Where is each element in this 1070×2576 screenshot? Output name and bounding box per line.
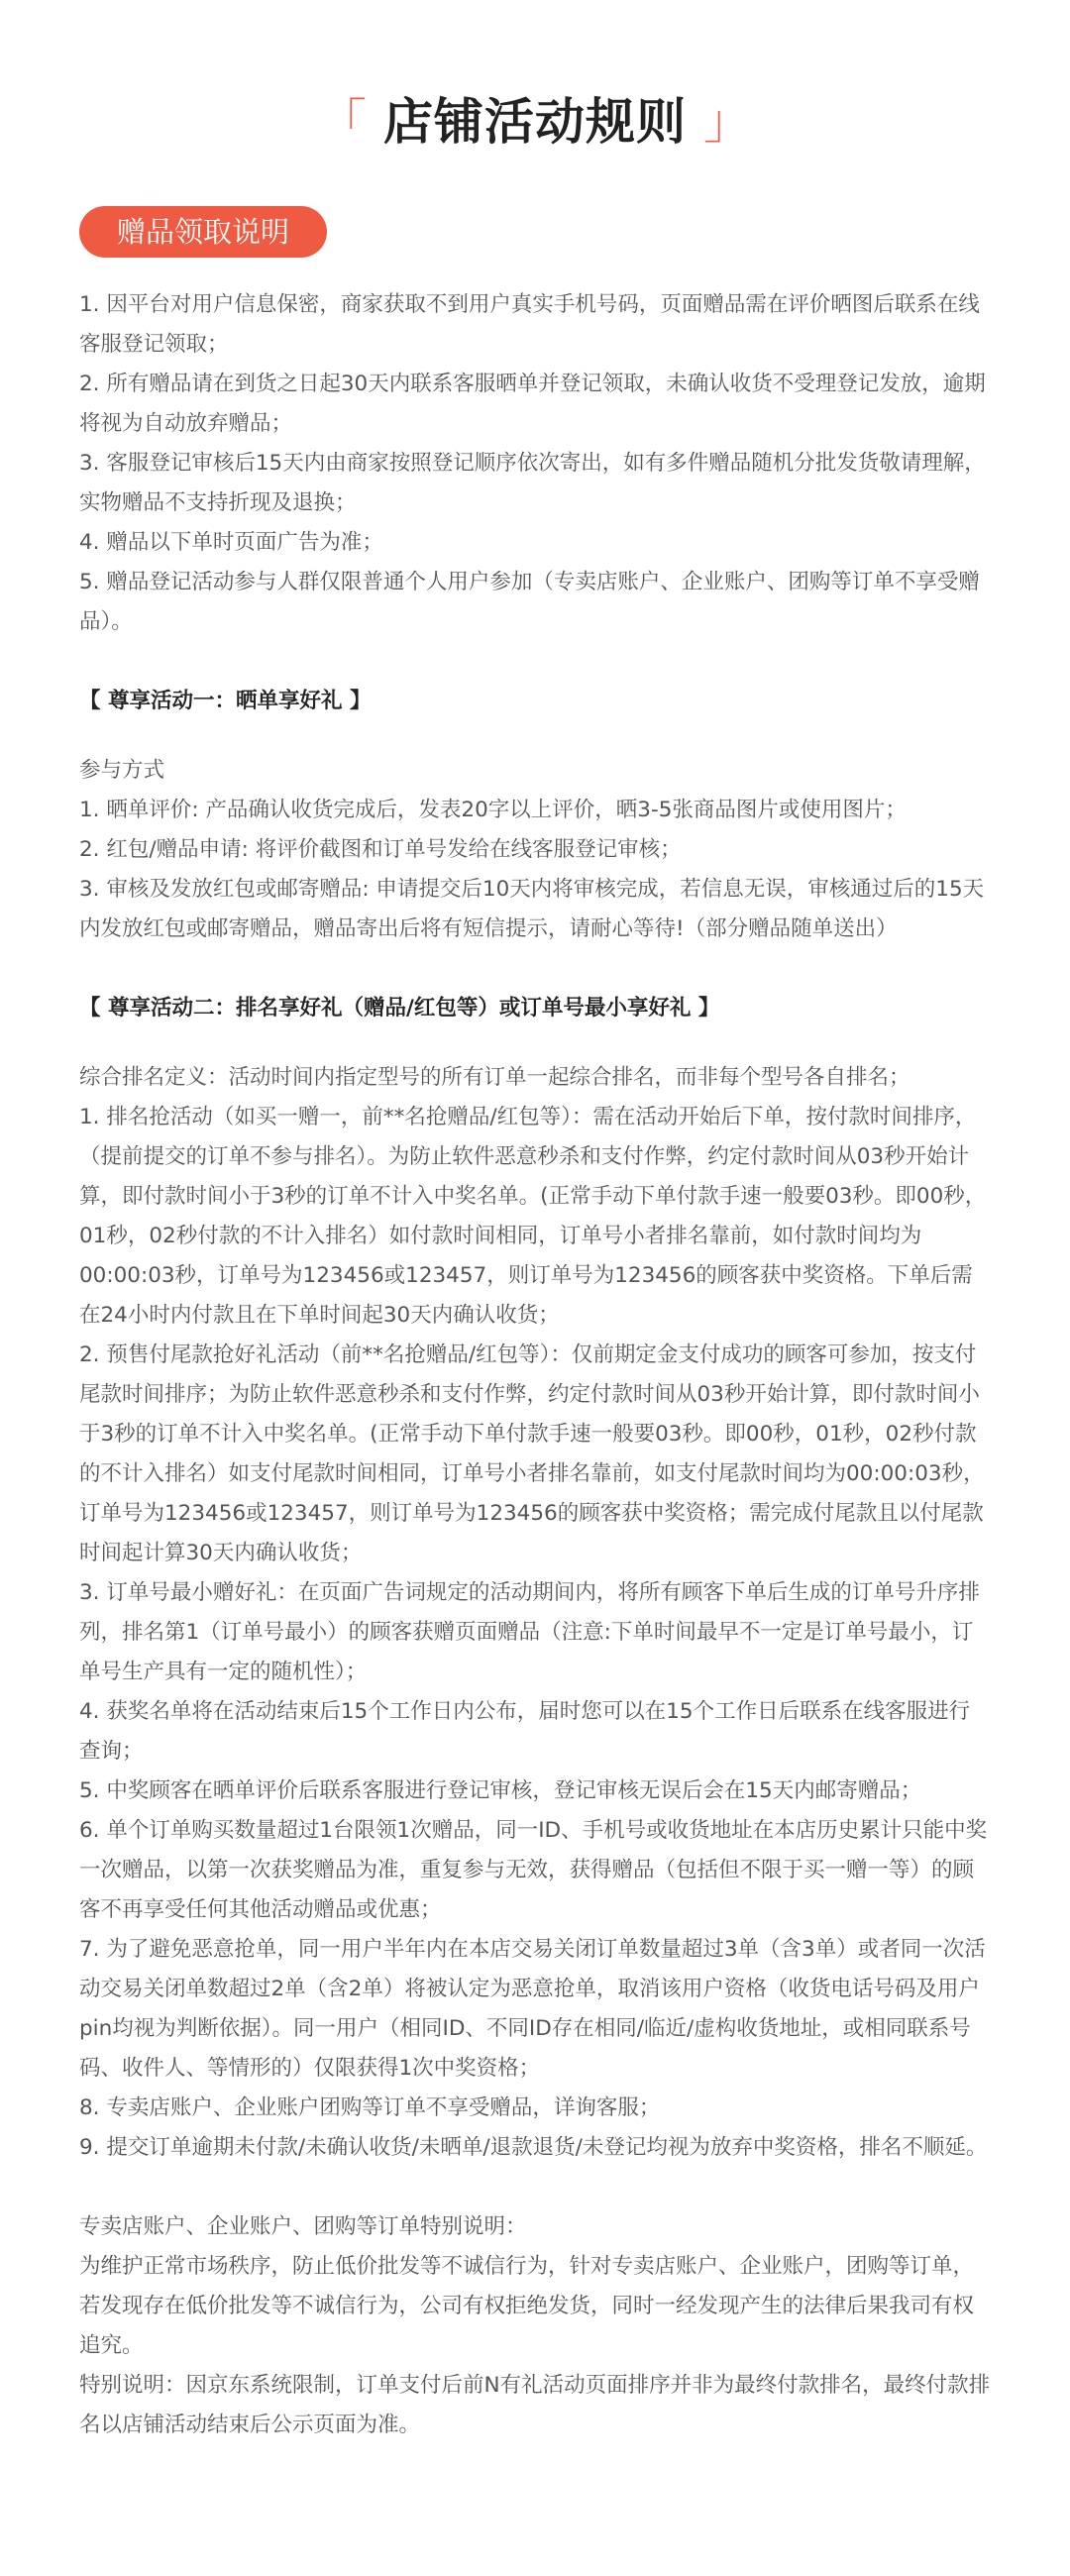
rules-content <box>79 285 991 2445</box>
activity-two-item: 2. 预售付尾款抢好礼活动（前**名抢赠品/红包等）：仅前期定金支付成功的顾客可参加，按支付尾款时间排序；为防止软件恶意秒杀和支付作弊，约定付款时间从03秒开始计算，即付款时间小于3秒的订单不计入中奖名单。(正常手动下单付款手速一般要03秒。即00秒，01秒，02秒付款的不计入排名）如支付尾款时间相同，订单号小者排名靠前，如支付尾款时间均为00:00:03秒，订单号为123456或123457，则订单号为123456的顾客获中奖资格；需完成付尾款且以付尾款时间起计算30天内确认收货； <box>79 1342 985 1565</box>
gift-rule-item: 1. 因平台对用户信息保密，商家获取不到用户真实手机号码，页面赠品需在评价晒图后联系在线客服登记领取； <box>79 292 980 357</box>
activity-two-intro: 综合排名定义：活动时间内指定型号的所有订单一起综合排名，而非每个型号各自排名； <box>79 1065 910 1090</box>
activity-two-item: 5. 中奖顾客在晒单评价后联系客服进行登记审核，登记审核无误后会在15天内邮寄赠品； <box>79 1778 922 1803</box>
activity-one-item: 3. 审核及发放红包或邮寄赠品: 申请提交后10天内将审核完成，若信息无误，审核通过后的15天内发放红包或邮寄赠品，赠品寄出后将有短信提示，请耐心等待!（部分赠品随单送出） <box>79 877 985 941</box>
activity-one-item: 1. 晒单评价: 产品确认收货完成后，发表20字以上评价，晒3-5张商品图片或使用图片； <box>79 798 907 822</box>
activity-two-heading: 【 尊享活动二：排名享好礼（赠品/红包等）或订单号最小享好礼 】 <box>79 996 720 1020</box>
page-header <box>0 87 1070 166</box>
page-title: 店铺活动规则 <box>383 93 687 151</box>
gift-rule-item: 5. 赠品登记活动参与人群仅限普通个人用户参加（专卖店账户、企业账户、团购等订单不享受赠品）。 <box>79 570 980 634</box>
activity-two-item: 3. 订单号最小赠好礼：在页面广告词规定的活动期间内，将所有顾客下单后生成的订单号升序排列，排名第1（订单号最小）的顾客获赠页面赠品（注意:下单时间最早不一定是订单号最小，订单号生产具有一定的随机性）； <box>79 1580 980 1684</box>
gift-rule-item: 2. 所有赠品请在到货之日起30天内联系客服晒单并登记领取，未确认收货不受理登记发放，逾期将视为自动放弃赠品； <box>79 372 986 436</box>
activity-one-item: 2. 红包/赠品申请: 将评价截图和订单号发给在线客服登记审核； <box>79 837 682 862</box>
special-note-heading: 专卖店账户、企业账户、团购等订单特别说明： <box>79 2214 527 2239</box>
activity-two-item: 8. 专卖店账户、企业账户团购等订单不享受赠品，详询客服； <box>79 2095 661 2120</box>
activity-one-intro: 参与方式 <box>79 758 165 783</box>
activity-two-section <box>79 989 991 2168</box>
gift-rules-section <box>79 285 991 642</box>
gift-claim-badge: 赠品领取说明 <box>79 206 327 258</box>
activity-two-item: 1. 排名抢活动（如买一赠一，前**名抢赠品/红包等）：需在活动开始后下单，按付款时间排序，（提前提交的订单不参与排名）。为防止软件恶意秒杀和支付作弊，约定付款时间从03秒开始计算，即付款时间小于3秒的订单不计入中奖名单。(正常手动下单付款手速一般要03秒。即00秒，01秒，02秒付款的不计入排名）如付款时间相同，订单号小者排名靠前，如付款时间均为00:00:03秒，订单号为123456或123457，则订单号为123456的顾客获中奖资格。下单后需在24小时内付款且在下单时间起30天内确认收货； <box>79 1105 987 1328</box>
activity-two-item: 9. 提交订单逾期未付款/未确认收货/未晒单/退款退货/未登记均视为放弃中奖资格，排名不顺延。 <box>79 2135 988 2160</box>
activity-two-item: 6. 单个订单购买数量超过1台限领1次赠品，同一ID、手机号或收货地址在本店历史累计只能中奖一次赠品，以第一次获奖赠品为准，重复参与无效，获得赠品（包括但不限于买一赠一等）的顾客不再享受任何其他活动赠品或优惠； <box>79 1818 988 1922</box>
gift-rule-item: 4. 赠品以下单时页面广告为准； <box>79 530 383 555</box>
activity-two-item: 7. 为了避免恶意抢单，同一用户半年内在本店交易关闭订单数量超过3单（含3单）或者同一次活动交易关闭单数超过2单（含2单）将被认定为恶意抢单，取消该用户资格（收货电话号码及用户pin均视为判断依据）。同一用户（相同ID、不同ID存在相同/临近/虚构收货地址，或相同联系号码、收件人、等情形的）仅限获得1次中奖资格； <box>79 1937 986 2081</box>
special-notes-section <box>79 2207 991 2445</box>
gift-rule-item: 3. 客服登记审核后15天内由商家按照登记顺序依次寄出，如有多件赠品随机分批发货敬请理解，实物赠品不支持折现及退换； <box>79 451 986 515</box>
special-note-item: 为维护正常市场秩序，防止低价批发等不诚信行为，针对专卖店账户、企业账户，团购等订单，若发现存在低价批发等不诚信行为，公司有权拒绝发货，同时一经发现产生的法律后果我司有权追究。 <box>79 2254 975 2358</box>
special-note-item: 特别说明：因京东系统限制，订单支付后前N有礼活动页面排序并非为最终付款排名，最终付款排名以店铺活动结束后公示页面为准。 <box>79 2373 991 2437</box>
activity-two-item: 4. 获奖名单将在活动结束后15个工作日内公布，届时您可以在15个工作日后联系在线客服进行查询； <box>79 1699 971 1764</box>
activity-one-heading: 【 尊享活动一：晒单享好礼 】 <box>79 689 372 713</box>
title-bracket-left: 「 <box>318 94 367 150</box>
title-bracket-right: 」 <box>703 94 752 150</box>
activity-one-section <box>79 682 991 949</box>
